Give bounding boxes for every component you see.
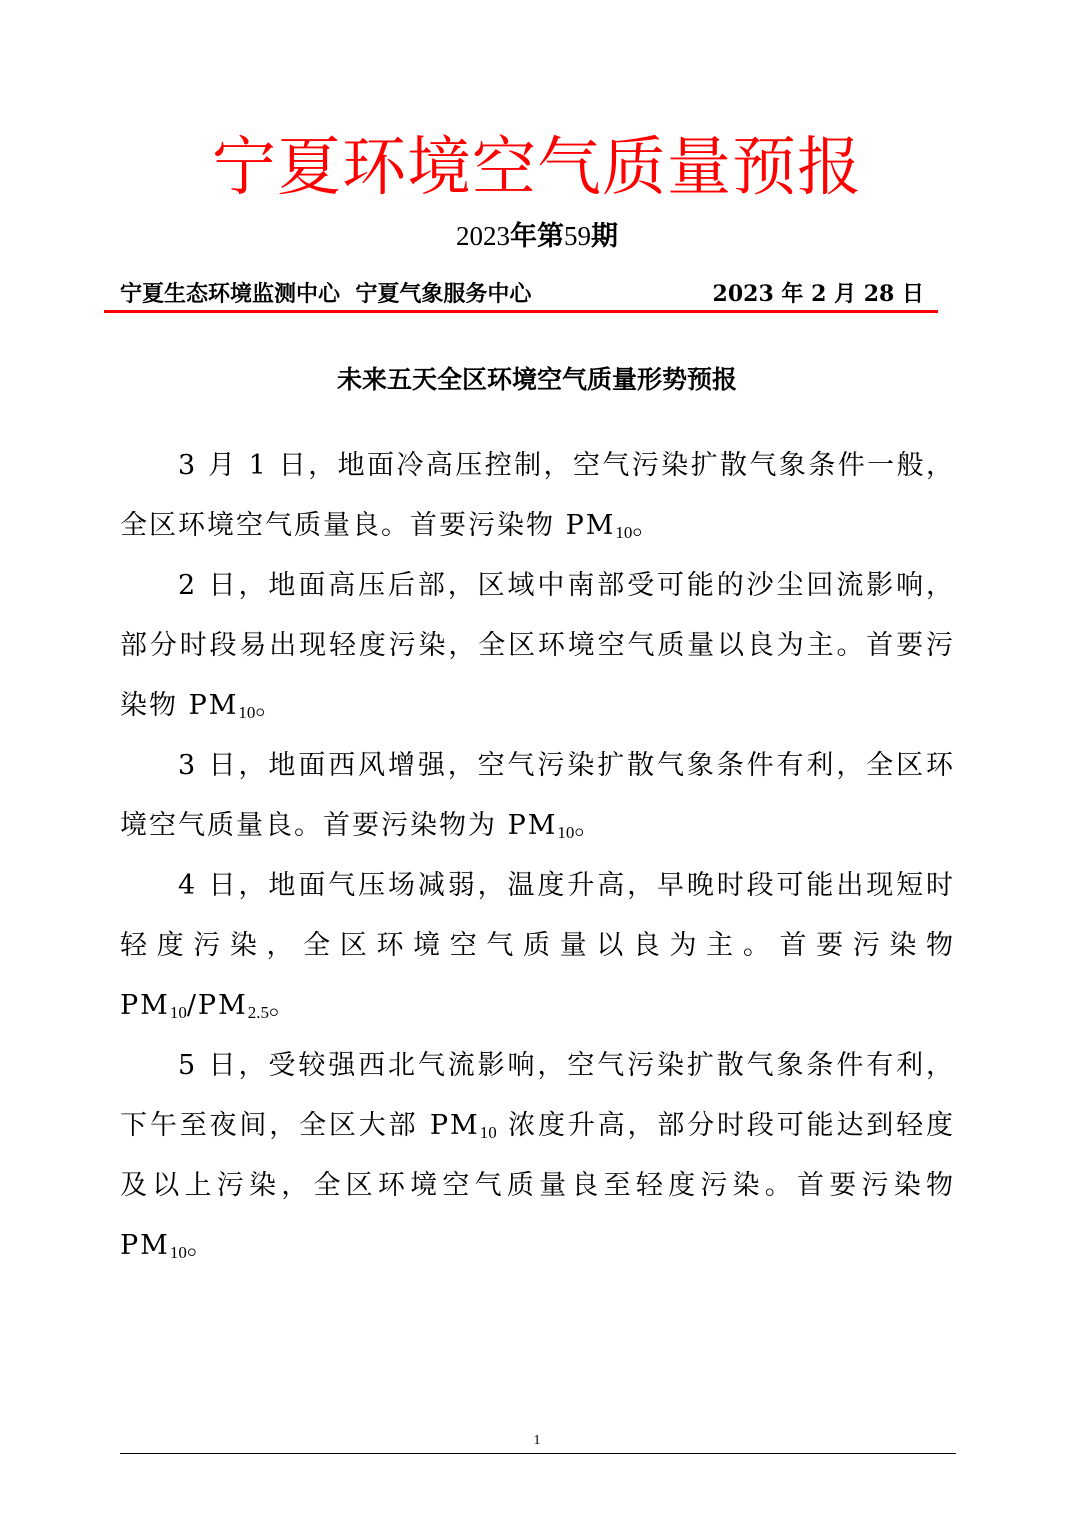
forecast-body xyxy=(120,436,955,1276)
issue-date: 2023 年 2 月 28 日 xyxy=(712,281,924,307)
footer-rule xyxy=(120,1453,956,1454)
issue-number: 59 xyxy=(564,221,591,251)
pm10-subscript: 10 xyxy=(169,1003,187,1022)
forecast-day-1-text: 3 月 1 日，地面冷高压控制，空气污染扩散气象条件一般，全区环境空气质量良。首要污染物 PM xyxy=(120,450,955,541)
forecast-day-3 xyxy=(120,736,955,856)
issue-year: 2023 xyxy=(456,221,510,251)
pm10-subscript: 10 xyxy=(169,1243,187,1262)
forecast-day-5-text: 5 日，受较强西北气流影响，空气污染扩散气象条件有利，下午至夜间，全区大部 PM xyxy=(120,1050,955,1141)
forecast-day-3-end: 。 xyxy=(574,810,604,841)
issue-suffix: 期 xyxy=(591,221,618,252)
forecast-day-4-end: 。 xyxy=(269,990,298,1021)
header-red-rule xyxy=(104,310,938,313)
forecast-day-5-mid: 浓度升高，部分时段可能达到轻度及以上污染，全区环境空气质量良至轻度污染。首要污染物 PM xyxy=(120,1110,955,1261)
forecast-day-2-end: 。 xyxy=(255,690,285,721)
pm10-subscript: 10 xyxy=(479,1123,497,1142)
forecast-day-4 xyxy=(120,856,955,1036)
forecast-day-1 xyxy=(120,436,955,556)
forecast-day-2-text: 2 日，地面高压后部，区域中南部受可能的沙尘回流影响，部分时段易出现轻度污染，全区环境空气质量以良为主。首要污染物 PM xyxy=(120,570,955,721)
page-number: 1 xyxy=(533,1433,541,1448)
pm25-subscript: 2.5 xyxy=(247,1003,269,1022)
forecast-day-4-mid: /PM xyxy=(186,990,248,1021)
issue-year-suffix: 年第 xyxy=(510,221,564,252)
forecast-day-4-text: 4 日，地面气压场减弱，温度升高，早晚时段可能出现短时轻度污染，全区环境空气质量以良为主。首要污染物 PM xyxy=(120,870,955,1021)
forecast-day-1-end: 。 xyxy=(632,510,662,541)
forecast-day-5 xyxy=(120,1036,955,1276)
section-title: 未来五天全区环境空气质量形势预报 xyxy=(336,365,737,394)
pm10-subscript: 10 xyxy=(557,823,575,842)
forecast-day-3-text: 3 日，地面西风增强，空气污染扩散气象条件有利，全区环境空气质量良。首要污染物为 PM xyxy=(120,750,955,841)
report-title: 宁夏环境空气质量预报 xyxy=(212,131,862,205)
forecast-day-2 xyxy=(120,556,955,736)
issue-number-line xyxy=(0,217,1074,256)
pm10-subscript: 10 xyxy=(615,523,633,542)
pm10-subscript: 10 xyxy=(238,703,256,722)
issuer-line xyxy=(120,277,924,311)
forecast-day-5-end: 。 xyxy=(186,1230,216,1261)
issuing-organizations: 宁夏生态环境监测中心 宁夏气象服务中心 xyxy=(120,281,532,307)
